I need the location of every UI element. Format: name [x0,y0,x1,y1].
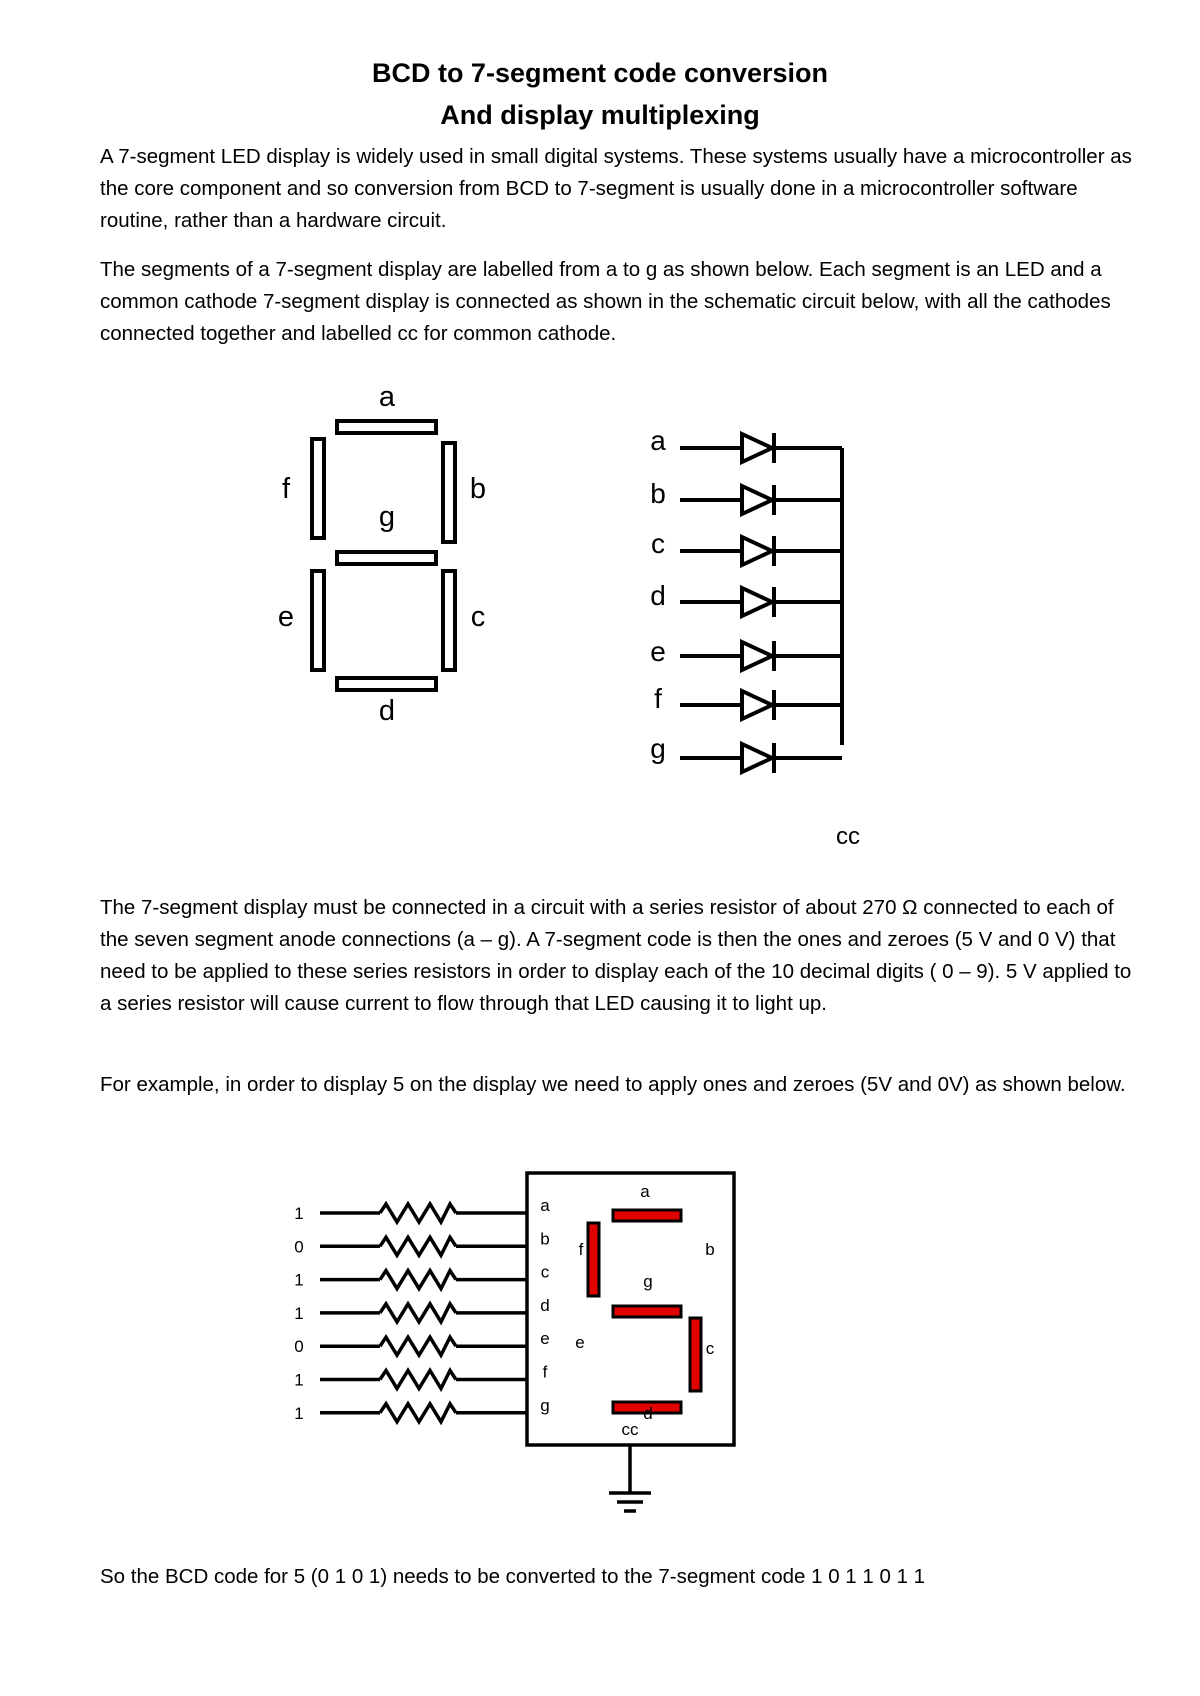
bit-value: 0 [294,1237,304,1257]
diode-row-a [650,425,842,463]
pin-label-d: d [540,1295,550,1315]
diode-a [742,434,772,462]
resistor-paragraph: The 7-segment display must be connected in a circuit with a series resistor of about 270 Ω connected to each of the seven segment anode connections (a – g). A 7-segment code is then the ones and zeroes (5 V and 0 V) that need to be applied to these series resistors in order to display each of the 10 decimal digits ( 0 – 9). 5 V applied to a series resistor will cause current to flow through that LED causing it to light up. [100,896,1132,1015]
diode-row-b [650,478,842,515]
input-row-e [294,1329,549,1356]
segment-b [443,443,455,542]
seg-label-c: c [705,1339,715,1358]
input-label-f: f [654,683,662,714]
input-row-f [294,1363,547,1390]
diode-row-d [650,580,842,617]
seg-label-e: e [575,1333,585,1352]
pin-label-e: e [540,1329,550,1349]
input-label-d: d [650,580,666,611]
cc-label: cc [836,823,860,850]
example-paragraph: For example, in order to display 5 on the display we need to apply ones and zeroes (5V and 0V) as shown below. [100,1073,1126,1096]
diode-d [742,588,772,616]
input-row-d [294,1296,549,1323]
segment-c [443,571,455,670]
pin-label-c: c [540,1262,550,1282]
resistor-b [380,1237,456,1255]
resistor-e [380,1337,456,1355]
resistor-f [380,1371,456,1389]
diode-row-e [650,636,842,671]
label-a: a [378,381,396,413]
segment-f [312,439,324,538]
diode-row-c [651,528,842,566]
intro-paragraph: A 7-segment LED display is widely used in small digital systems. These systems usually have a microcontroller as the core component and so conversion from BCD to 7-segment is usually done in a microcontroller software routine, rather than a hardware circuit. [100,145,1132,232]
bit-value: 0 [294,1337,304,1357]
label-d: d [378,695,396,727]
lit-segment-f [588,1223,599,1296]
bit-value: 1 [294,1270,304,1290]
common-cathode-schematic [630,420,870,860]
label-e: e [277,601,295,633]
cc-pin-label: cc [621,1420,639,1439]
input-label-b: b [650,478,666,509]
input-row-c [294,1263,549,1290]
label-g: g [378,501,396,533]
diode-g [742,744,772,772]
resistor-a [380,1204,456,1222]
input-label-a: a [650,425,666,456]
resistor-c [380,1271,456,1289]
seg-label-f: f [578,1240,584,1259]
input-label-g: g [650,733,666,764]
diode-row-g [650,733,842,773]
diode-b [742,486,772,514]
seg-label-a: a [640,1182,650,1201]
label-c: c [470,601,486,633]
bit-value: 1 [294,1303,304,1323]
resistor-d [380,1304,456,1322]
segment-e [312,571,324,670]
diode-row-f [654,683,842,720]
input-row-g [294,1396,549,1423]
segments-paragraph: The segments of a 7-segment display are labelled from a to g as shown below. Each segment is an LED and a common cathode 7-segment display is connected as shown in the schematic circuit below, with all the cathodes connected together and labelled cc for common cathode. [100,258,1111,345]
pin-label-a: a [540,1196,550,1215]
ground-symbol [609,1445,651,1511]
segment-a [337,421,436,433]
bit-value: 1 [294,1204,304,1223]
diode-f [742,691,772,719]
label-f: f [281,473,291,505]
seg-label-d: d [643,1404,653,1423]
diode-e [742,642,772,670]
pin-label-f: f [542,1362,548,1382]
input-row-a [294,1196,550,1223]
segment-d [337,678,436,690]
pin-label-g: g [540,1395,550,1415]
page-title: BCD to 7-segment code conversion [371,58,829,88]
seg-label-g: g [643,1272,653,1291]
input-label-e: e [650,636,666,667]
input-row-b [294,1229,549,1256]
label-b: b [469,473,487,505]
segment-g [337,552,436,564]
lit-segment-g [613,1306,681,1317]
lit-segment-c [690,1318,701,1391]
example-circuit-digit-5 [280,1170,760,1540]
diode-c [742,537,772,565]
conclusion-paragraph: So the BCD code for 5 (0 1 0 1) needs to be converted to the 7-segment code 1 0 1 1 0 1 1 [100,1565,926,1588]
seven-segment-outline-diagram [260,380,520,730]
input-label-c: c [651,528,665,559]
pin-label-b: b [540,1229,550,1249]
bit-value: 1 [294,1403,304,1423]
page-subtitle: And display multiplexing [440,100,760,130]
seg-label-b: b [705,1240,715,1259]
lit-segment-a [613,1210,681,1221]
bit-value: 1 [294,1370,304,1390]
resistor-g [380,1404,456,1422]
